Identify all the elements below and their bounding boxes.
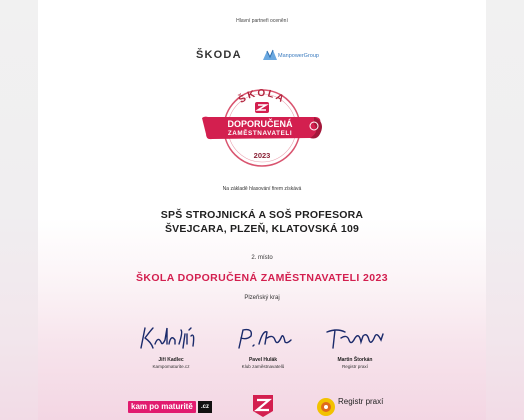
signature-3-name: Martin Štorkán: [337, 357, 373, 363]
registr-praxi-text: Registr praxí: [338, 397, 384, 406]
partners-label: Hlavní partneři ocenění: [236, 18, 288, 24]
signature-3-org: Registr praxí: [341, 364, 369, 369]
award-emblem: [196, 82, 328, 170]
school-name: [0, 208, 524, 236]
manpower-mark-icon: [262, 48, 278, 62]
emblem-line2: ZAMĚSTNAVATELI: [227, 130, 293, 137]
region: Plzeňský kraj: [244, 295, 280, 301]
vote-text: Na základě hlasování firem získává: [222, 186, 302, 192]
signature-3-icon: [315, 322, 395, 354]
emblem-year: 2023: [253, 151, 271, 160]
award-title: ŠKOLA DOPORUČENÁ ZAMĚSTNAVATELI 2023: [135, 272, 389, 284]
school-name-line1: SPŠ STROJNICKÁ A SOŠ PROFESORA: [160, 209, 364, 221]
skoda-logo: ŠKODA: [196, 49, 242, 61]
emblem-top-word: ŠKOLA: [236, 87, 288, 106]
placement: 2. místo: [251, 255, 273, 261]
emblem-line1: DOPORUČENÁ: [227, 119, 293, 129]
manpower-logo: [262, 48, 332, 64]
signature-1-name: Jiří Kadlec: [158, 357, 184, 363]
manpower-text: ManpowerGroup: [278, 53, 319, 59]
signature-2-name: Pavel Hulák: [248, 357, 278, 363]
signature-2-org: Klub zaměstnavatelů: [241, 364, 285, 369]
kampomaturite-text: kam po maturitě: [128, 401, 196, 413]
klub-zamestnavatelu-logo: [243, 393, 283, 420]
kampomaturite-logo: [128, 399, 212, 415]
registr-praxi-logo: [316, 396, 396, 420]
signature-1-icon: [131, 322, 211, 354]
signature-1-org: Kampomaturite.cz: [152, 364, 190, 369]
registr-praxi-icon: [316, 397, 336, 417]
school-name-line2: ŠVEJCARA, PLZEŇ, KLATOVSKÁ 109: [164, 223, 360, 235]
signature-block-3: [300, 322, 410, 369]
kampomaturite-domain: .cz: [198, 401, 212, 413]
signature-2-icon: [223, 322, 303, 354]
